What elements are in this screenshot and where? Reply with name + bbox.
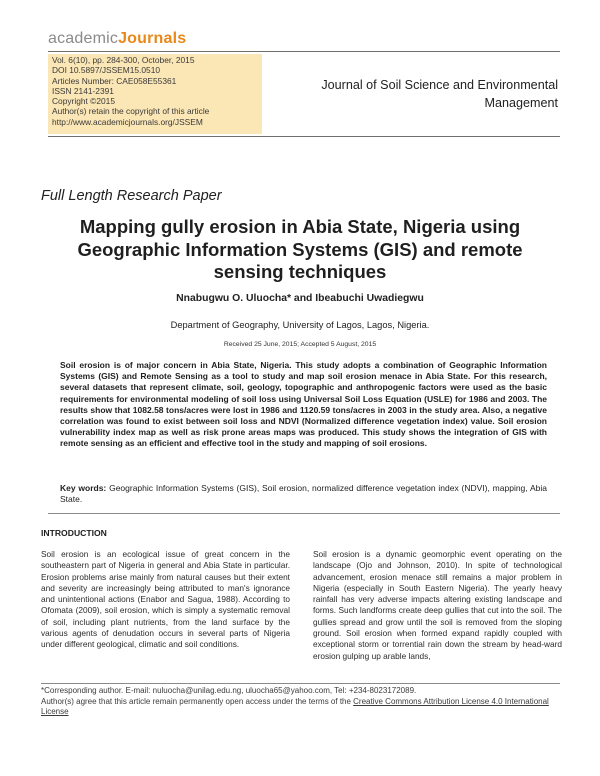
article-meta-lines (52, 55, 209, 127)
meta-article-number: Articles Number: CAE058E55361 (52, 75, 177, 86)
paper-title-line2: Geographic Information Systems (GIS) and remote (77, 238, 523, 260)
meta-copyright: Copyright ©2015 (52, 96, 115, 107)
corresponding-author: *Corresponding author. E-mail: nuluocha@unilag.edu.ng, uluocha65@yahoo.com, Tel: +234-8023172089. (41, 686, 417, 695)
license-link[interactable]: Creative Commons Attribution License 4.0 International License (41, 696, 549, 716)
abstract: Soil erosion is of major concern in Abia State, Nigeria. This study adopts a combination of Geographic Information Systems (GIS) and Remote Sensing as a tool to study and map soil erosion menace in Abia State. For this research, several datasets that represent climate, soil, geology, topographic and anthropogenic factors were used as the basic requirements for environmental modeling of soil loss using Universal Soil Loss Equation (USLE) for 1986 and 2003. The results show that 1082.58 tons/acres were lost in 1986 and 1120.59 tons/acres in 2003 in the study area. Also, a negative correlation was found to exist between soil loss and NDVI (Normalized difference vegetation index) value. Soil erosion vulnerability index map as well as risk prone areas maps was produced. This study shows the integration of GIS with remote sensing as an efficient and effective tool in the study and mapping of soil erosions. (60, 360, 547, 449)
meta-volume: Vol. 6(10), pp. 284-300, October, 2015 (52, 55, 195, 65)
header-rule-top (48, 51, 560, 52)
paper-title-line1: Mapping gully erosion in Abia State, Nigeria using (79, 216, 521, 237)
received-dates: Received 25 June, 2015; Accepted 5 August, 2015 (223, 341, 377, 348)
journal-title-line2: Management (484, 96, 558, 110)
body-column-left: Soil erosion is an ecological issue of great concern in the southeastern part of Nigeria in general and Abia State in particular. Erosion problems arise mainly from natural causes but their extent and severity are increasingly being attributed to man's ignorance and unintentional actions (Enabor and Sagua, 1988). According to Ofomata (2009), soil erosion, which is simply a systematic removal of soil, including plant nutrients, from the land surface by the various agents of denudation occurs in several parts of Nigeria under different geological, climatic and soil conditions. (41, 549, 290, 650)
keywords-label: Key words: (60, 483, 107, 493)
meta-rights: Author(s) retain the copyright of this article (52, 106, 210, 117)
paper-type-label: Full Length Research Paper (41, 188, 222, 204)
license-prefix: Author(s) agree that this article remain permanently open access under the terms of the (41, 696, 354, 706)
keywords (60, 483, 547, 506)
body-column-right: Soil erosion is a dynamic geomorphic event operating on the landscape (Ojo and Johnson, 2010). In spite of technological advancement, erosion menace still remains a major problem in Nigeria (especially in South Eastern Nigeria). The yearly heavy rainfall has very adverse impacts altering existing landscape and forms. Such landforms create deep gullies that cut into the soil. The gullies spread and grow until the soil is removed from the sloping ground. Soil erosion when formed expand rapidly coupled with exceptional storm or torrential rain down the stream by head-ward erosion gulping up arable lands, (313, 549, 562, 661)
meta-doi: DOI 10.5897/JSSEM15.0510 (52, 65, 161, 76)
publisher-logo (48, 30, 186, 48)
license-statement (41, 697, 560, 718)
header-rule-bottom (48, 136, 560, 137)
journal-title (272, 76, 558, 112)
authors: Nnabugwu O. Uluocha* and Ibeabuchi Uwadiegwu (176, 293, 424, 304)
journal-title-line1: Journal of Soil Science and Environmental (321, 78, 558, 92)
keywords-text: Geographic Information Systems (GIS), Soil erosion, normalized difference vegetation index (NDVI), mapping, Abia State. (60, 483, 547, 505)
meta-issn: ISSN 2141-2391 (52, 85, 114, 96)
introduction-heading: INTRODUCTION (41, 528, 107, 538)
footnote-rule (41, 683, 560, 684)
footnote (41, 686, 560, 718)
logo-text-academic: academic (48, 30, 119, 47)
paper-title-line3: sensing techniques (213, 261, 387, 282)
keywords-rule (48, 513, 560, 514)
logo-text-journals: Journals (118, 30, 187, 47)
paper-title (40, 216, 560, 284)
affiliation: Department of Geography, University of Lagos, Lagos, Nigeria. (170, 320, 430, 330)
meta-url[interactable]: http://www.academicjournals.org/JSSEM (52, 116, 203, 127)
